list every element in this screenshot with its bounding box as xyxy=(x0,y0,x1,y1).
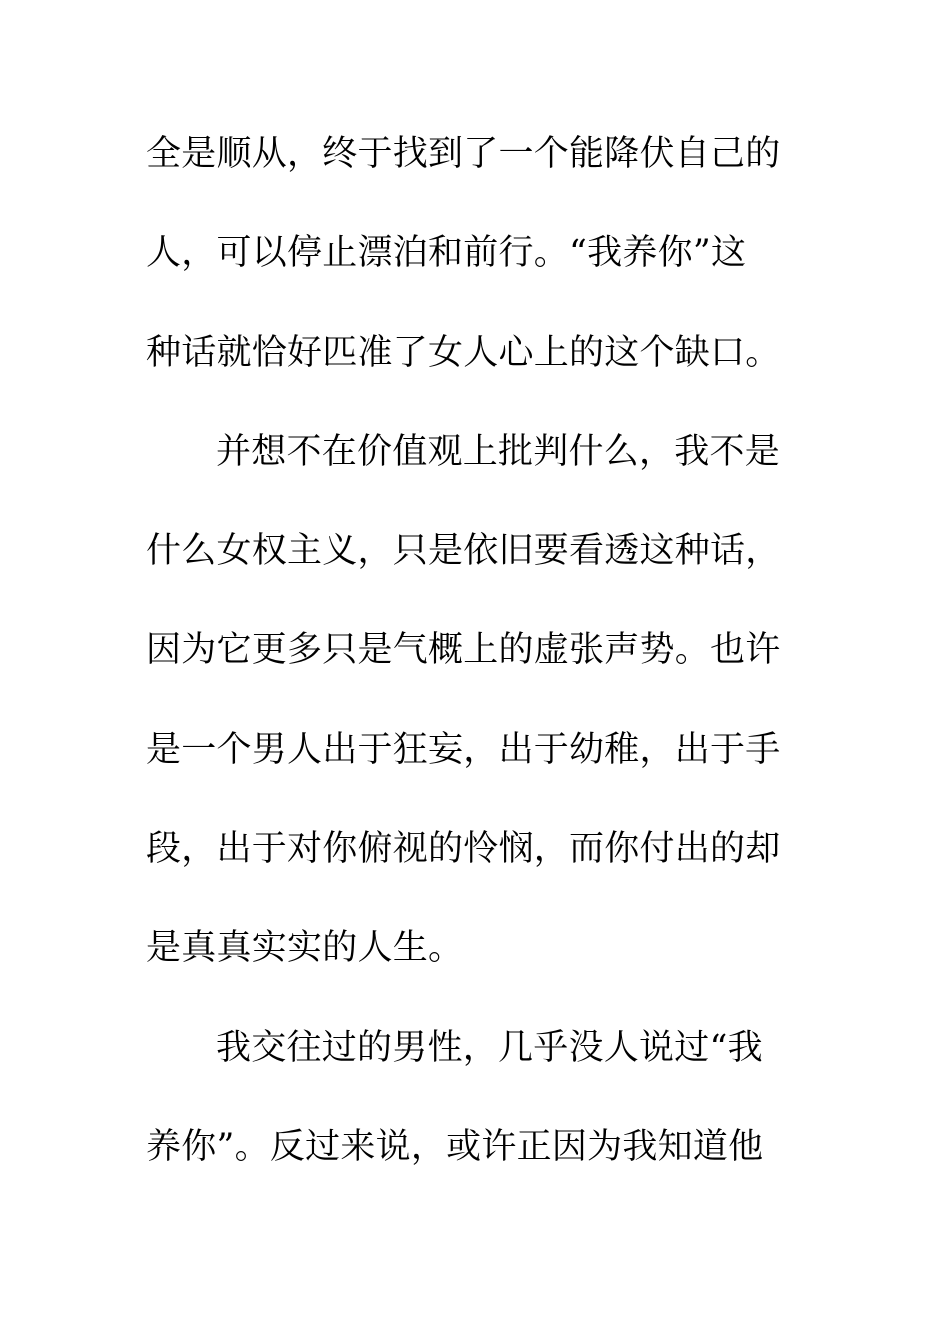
text-line: 人，可以停止漂泊和前行。“我养你”这 xyxy=(146,233,747,274)
text-line: 全是顺从，终于找到了一个能降伏自己的 xyxy=(146,134,781,174)
text-line: 段，出于对你俯视的怜悯，而你付出的却 xyxy=(146,829,781,870)
text-line: 什么女权主义，只是依旧要看透这种话， xyxy=(146,531,781,572)
text-line: 是一个男人出于狂妄，出于幼稚，出于手 xyxy=(146,729,781,770)
text-line: 因为它更多只是气概上的虚张声势。也许 xyxy=(146,630,781,671)
text-line: 养你”。反过来说，或许正因为我知道他 xyxy=(146,1126,764,1167)
text-line: 种话就恰好匹准了女人心上的这个缺口。 xyxy=(146,332,781,373)
paragraph-first-line: 并想不在价值观上批判什么，我不是 xyxy=(216,431,781,472)
text-line: 是真真实实的人生。 xyxy=(146,928,464,969)
body-text xyxy=(146,124,786,1216)
paragraph-first-line: 我交往过的男性，几乎没人说过“我 xyxy=(216,1027,763,1068)
